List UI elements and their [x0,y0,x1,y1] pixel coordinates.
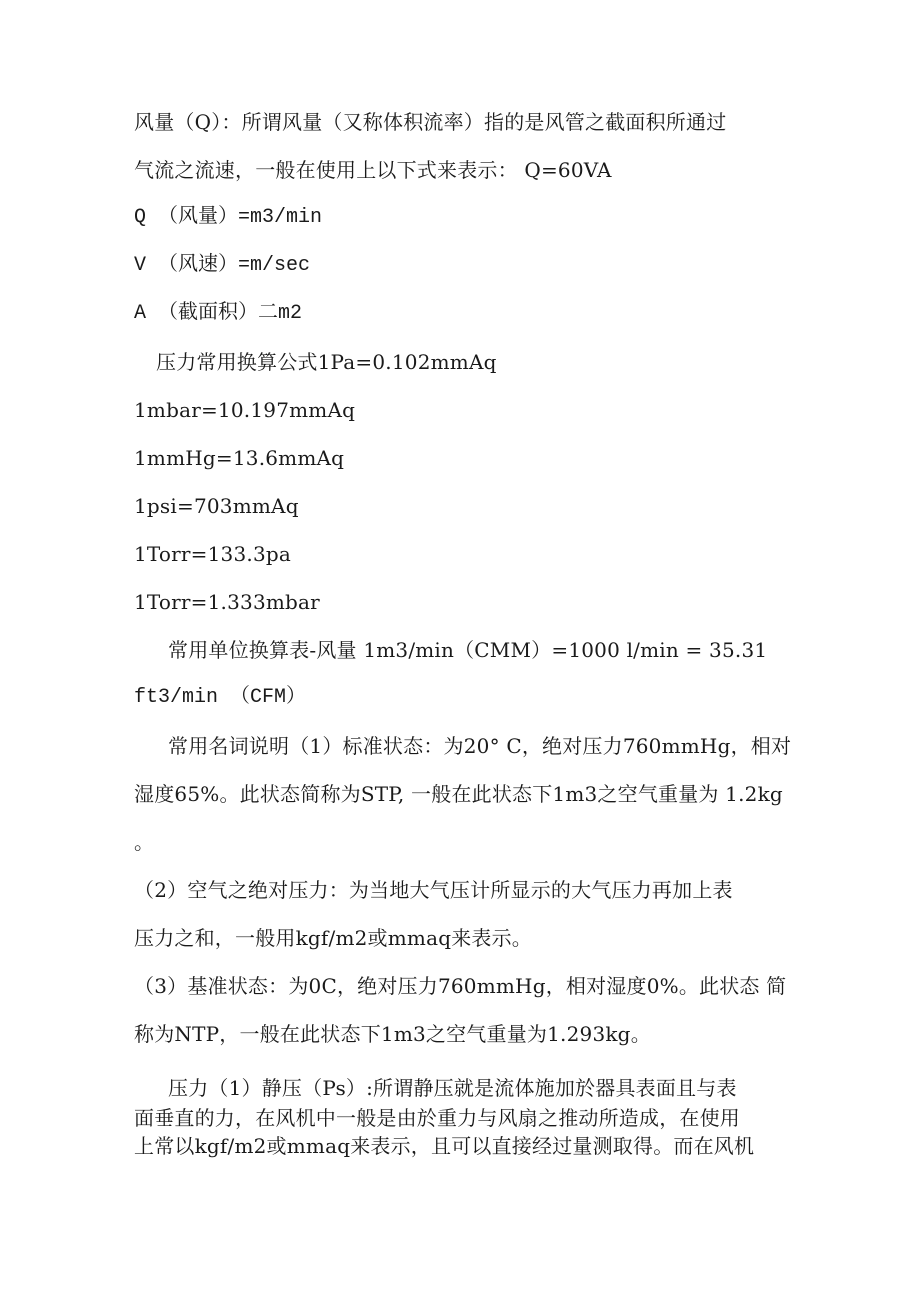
text-line-pressure-formula: 压力常用换算公式1Pa=0.102mmAq [156,350,497,374]
text-line-psi: 1psi=703mmAq [134,494,299,518]
text-line-torr-mbar: 1Torr=1.333mbar [134,590,320,614]
text-line-q-unit: Q （风量）=m3/min [134,206,323,229]
text-line-airflow-definition: 风量（Q）：所谓风量（又称体积流率）指的是风管之截面积所通过 [134,110,727,134]
text-line-absolute-pressure: （2）空气之绝对压力：为当地大气压计所显示的大气压力再加上表 [134,878,733,902]
text-line-period: 。 [134,830,155,854]
text-line-static-pressure-end: 上常以kgf/m2或mmaq来表示，且可以直接经过量测取得。而在风机 [134,1134,755,1158]
text-line-airflow-conversion: 常用单位换算表-风量 1m3/min（CMM）=1000 l/min = 35.31 [168,638,768,662]
text-line-standard-state: 常用名词说明（1）标准状态：为20° C，绝对压力760mmHg，相对 [168,734,792,758]
text-line-airflow-formula: 气流之流速，一般在使用上以下式来表示： Q=60VA [134,158,612,182]
text-line-static-pressure: 压力（1）静压（Ps）:所谓静压就是流体施加於器具表面且与表 [168,1076,737,1100]
text-line-cfm: ft3/min （CFM） [134,686,307,709]
text-line-v-unit: V （风速）=m/sec [134,254,311,277]
text-line-torr-pa: 1Torr=133.3pa [134,542,292,566]
text-line-mmhg: 1mmHg=13.6mmAq [134,446,345,470]
text-line-a-unit: A （截面积）二m2 [134,302,303,325]
text-line-absolute-pressure-units: 压力之和，一般用kgf/m2或mmaq来表示。 [134,926,533,950]
text-line-reference-state: （3）基准状态：为0C，绝对压力760mmHg，相对湿度0%。此状态 简 [134,974,787,998]
text-line-static-pressure-cont: 面垂直的力，在风机中一般是由於重力与风扇之推动所造成，在使用 [134,1106,740,1130]
text-line-mbar: 1mbar=10.197mmAq [134,398,356,422]
text-line-ntp: 称为NTP，一般在此状态下1m3之空气重量为1.293kg。 [134,1022,651,1046]
text-line-stp: 湿度65%。此状态简称为STP, 一般在此状态下1m3之空气重量为 1.2kg [134,782,783,806]
